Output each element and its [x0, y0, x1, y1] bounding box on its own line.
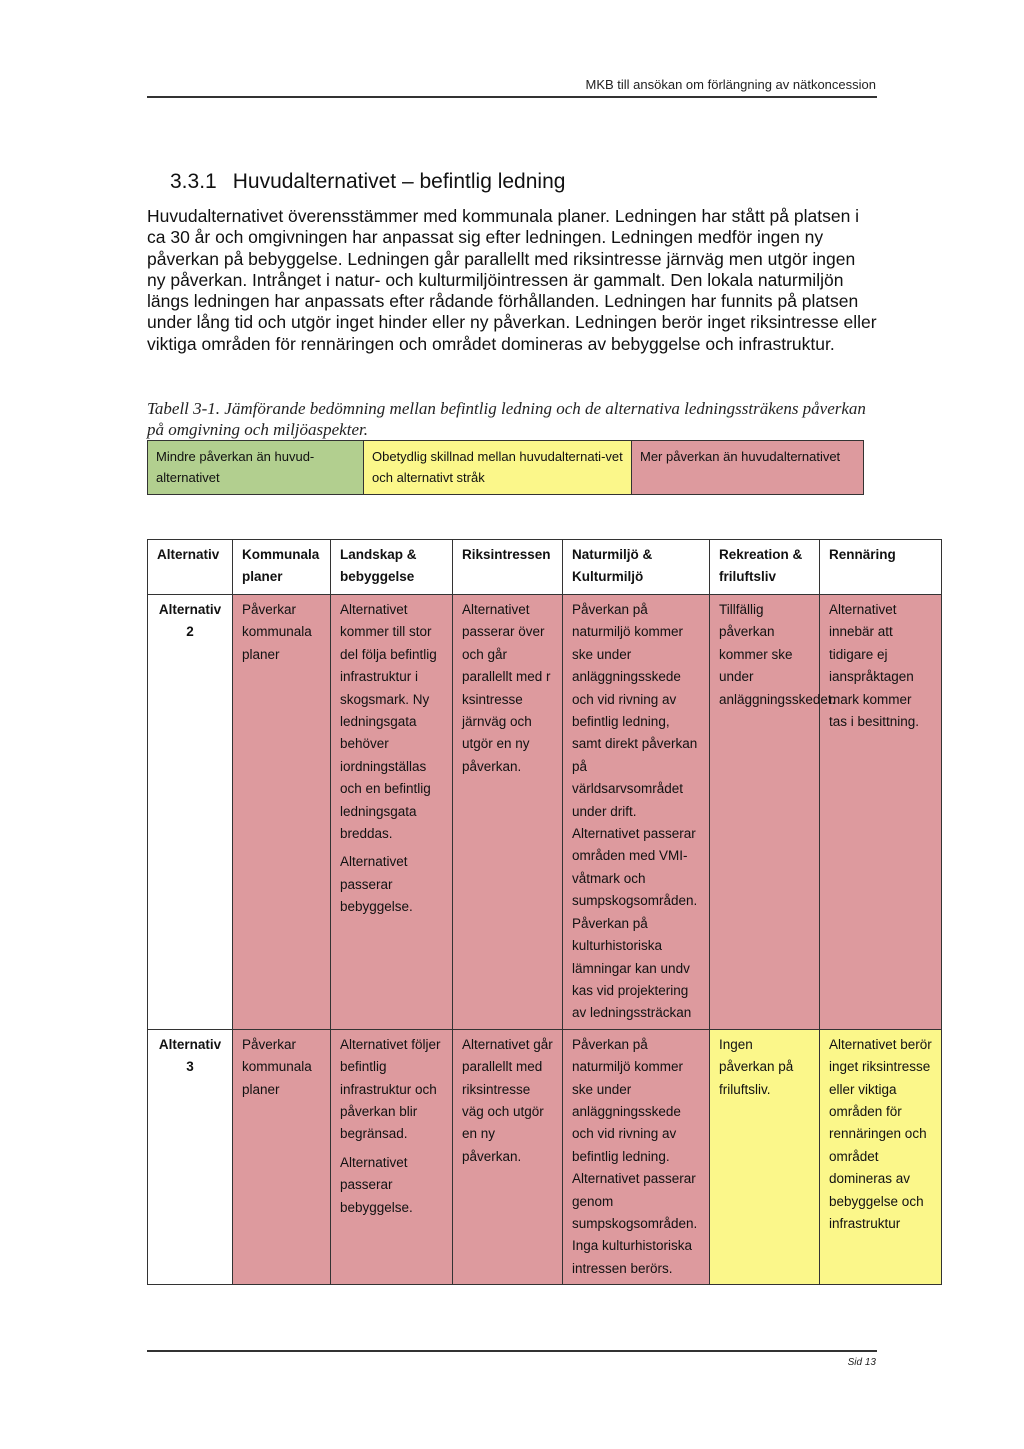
body-paragraph: Huvudalternativet överensstämmer med kommunala planer. Ledningen har stått på platsen i ca 30 år och omgivningen har anpassat sig efter ledningen. Ledningen medför ingen ny påverkan på bebyggelse. Ledningen går parallellt med riksintresse järnväg men utgör ingen ny påverkan. Intrånget i natur- och kulturmiljöintressen är gammalt. Den lokala naturmiljön längs ledningen har anpassats efter rådande förhållanden. Ledningen har funnits på platsen under lång tid och utgör inget hinder eller ny påverkan. Ledningen berör inget riksintresse eller viktiga områden för rennäringen och området domineras av bebyggelse och infrastruktur. — [147, 206, 877, 354]
section-title: Huvudalternativet – befintlig ledning — [232, 170, 566, 193]
table-header-row — [148, 540, 942, 595]
table-caption: Tabell 3-1. Jämförande bedömning mellan befintlig ledning och de alternativa ledningssträkens påverkan på omgivning och miljöaspekter. — [147, 399, 866, 439]
naturmiljo-cell: Påverkan på naturmiljö kommer ske under anläggningsskede och vid rivning av befintlig ledning, samt direkt påverkan på världsarvsområdet under drift. Alternativet passerar områden med VMI-våtmark och sumpskogsområden. Påverkan på kulturhistoriska lämningar kan undv kas vid projektering av ledningssträckan — [563, 595, 710, 1030]
alternative-label: Alternativ 2 — [148, 595, 233, 1030]
alternative-label: Alternativ 3 — [148, 1029, 233, 1284]
column-header: Kommunala planer — [233, 540, 331, 595]
riksintressen-cell: Alternativet går parallellt med riksintresse väg och utgör en ny påverkan. — [453, 1029, 563, 1284]
rekreation-cell: Ingen påverkan på friluftsliv. — [710, 1029, 820, 1284]
landskap-text: Alternativet passerar bebyggelse. — [340, 854, 413, 915]
legend-similar-impact: Obetydlig skillnad mellan huvudalternati-vet och alternativt stråk — [364, 441, 632, 494]
footer-divider — [147, 1350, 877, 1352]
landskap-text: Alternativet kommer till stor del följa befintlig infrastruktur i skogsmark. Ny ledningsgata behöver iordningställas och en befintlig ledningsgata breddas. — [340, 602, 437, 842]
page-number: Sid 13 — [847, 1357, 876, 1368]
kommunala-cell: Påverkar kommunala planer — [233, 595, 331, 1030]
table-row — [148, 595, 942, 1030]
header-divider — [147, 96, 877, 98]
column-header: Naturmiljö & Kulturmiljö — [563, 540, 710, 595]
table-row — [148, 1029, 942, 1284]
riksintressen-cell: Alternativet passerar över och går parallellt med r ksintresse järnväg och utgör en ny påverkan. — [453, 595, 563, 1030]
kommunala-cell: Påverkar kommunala planer — [233, 1029, 331, 1284]
rennaring-cell: Alternativet berör inget riksintresse eller viktiga områden för rennäringen och området domineras av bebyggelse och infrastruktur — [820, 1029, 942, 1284]
landskap-cell — [331, 595, 453, 1030]
legend-more-impact: Mer påverkan än huvudalternativet — [632, 441, 863, 494]
comparison-table — [147, 539, 942, 1285]
rennaring-cell: Alternativet innebär att tidigare ej ianspråktagen mark kommer tas i besittning. — [820, 595, 942, 1030]
running-header: MKB till ansökan om förlängning av nätkoncession — [585, 77, 876, 92]
section-heading — [170, 170, 565, 194]
section-number: 3.3.1 — [170, 170, 217, 193]
rekreation-cell: Tillfällig påverkan kommer ske under anläggningsskedet. — [710, 595, 820, 1030]
landskap-text: Alternativet följer befintlig infrastruktur och påverkan blir begränsad. — [340, 1036, 441, 1142]
column-header: Rennäring — [820, 540, 942, 595]
column-header: Alternativ — [148, 540, 233, 595]
column-header: Riksintressen — [453, 540, 563, 595]
column-header: Rekreation & friluftsliv — [710, 540, 820, 595]
color-legend — [147, 440, 864, 495]
column-header: Landskap & bebyggelse — [331, 540, 453, 595]
landskap-text: Alternativet passerar bebyggelse. — [340, 1154, 413, 1215]
landskap-cell — [331, 1029, 453, 1284]
legend-less-impact: Mindre påverkan än huvud-alternativet — [148, 441, 364, 494]
naturmiljo-cell: Påverkan på naturmiljö kommer ske under anläggningsskede och vid rivning av befintlig ledning. Alternativet passerar genom sumpskogsområden. Inga kulturhistoriska intressen berörs. — [563, 1029, 710, 1284]
